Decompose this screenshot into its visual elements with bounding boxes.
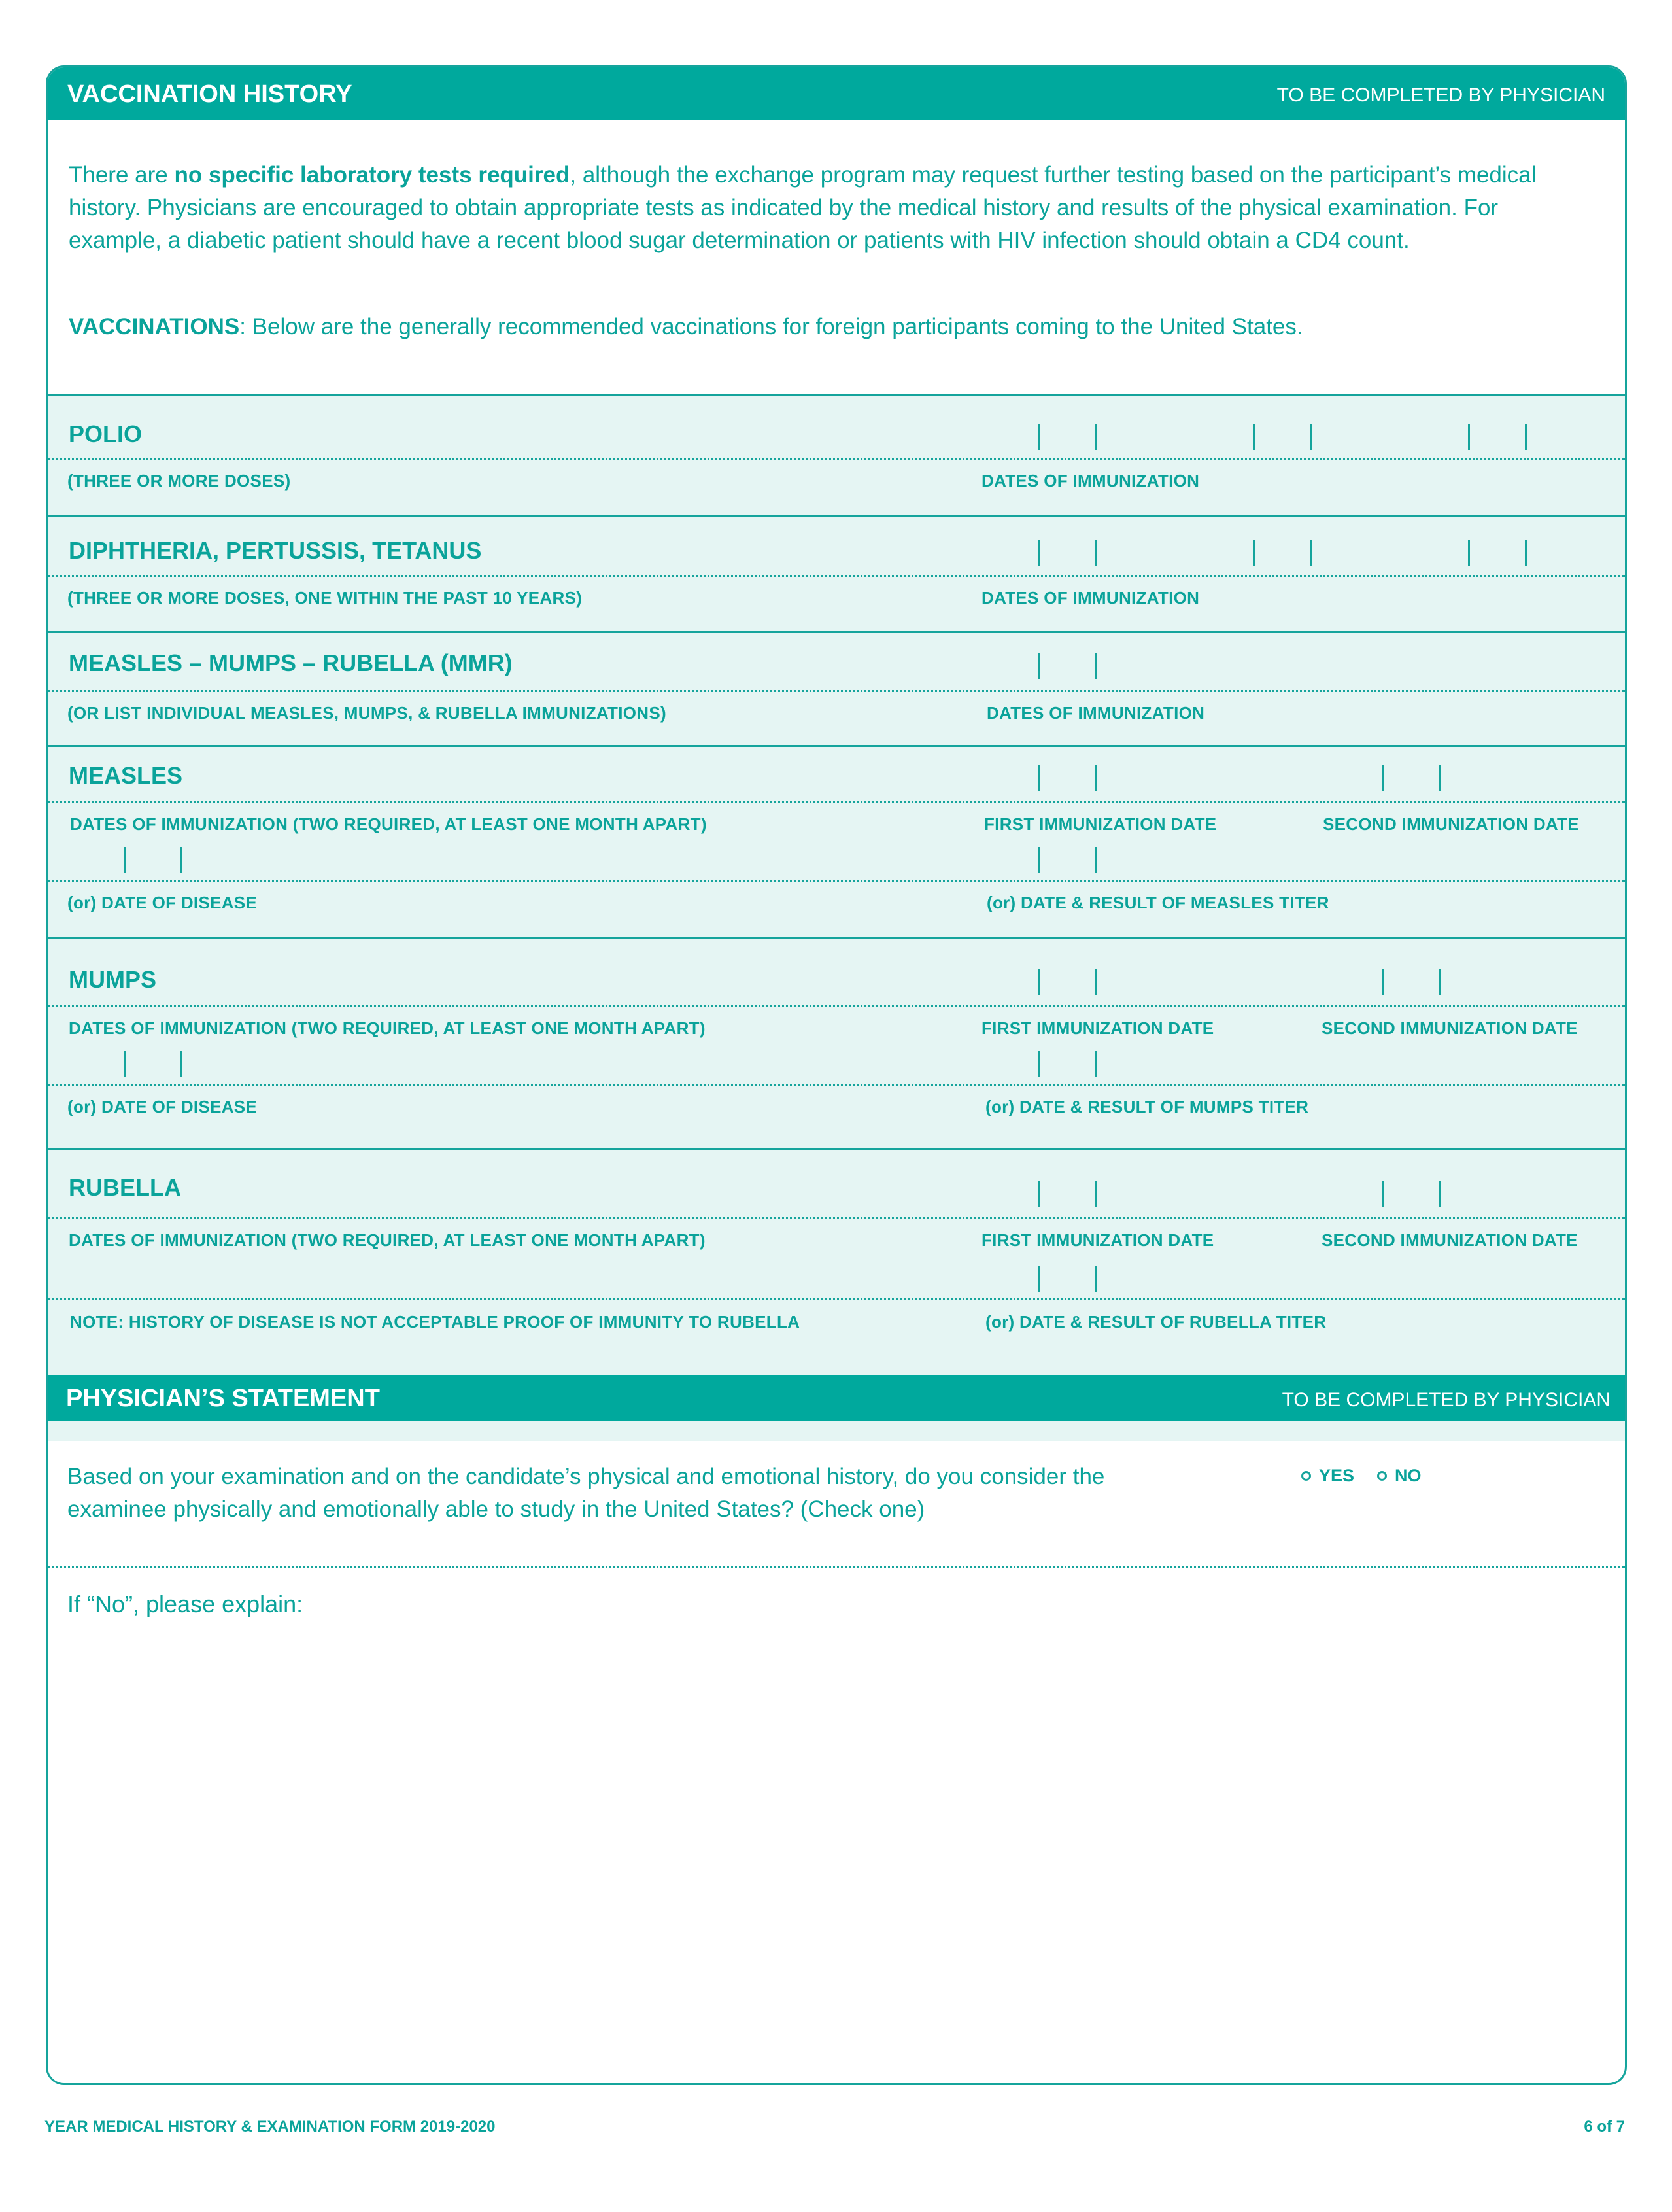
divider xyxy=(48,515,1625,517)
divider xyxy=(48,937,1625,939)
intro-paragraph: There are no specific laboratory tests required, although the exchange program may request further testing based on the participant’s medical history. Physicians are encouraged to obtain appropriate tests as indicated by the medical history and results of the physical examination. For example, a diabetic patient should have a recent blood sugar determination or patients with HIV infection should obtain a CD4 count. xyxy=(69,162,1537,253)
rubella-titer-date[interactable] xyxy=(1038,1266,1097,1292)
yes-radio-icon[interactable] xyxy=(1301,1471,1311,1481)
mmr-note: (OR LIST INDIVIDUAL MEASLES, MUMPS, & RUBELLA IMMUNIZATIONS) xyxy=(67,703,666,723)
divider xyxy=(48,880,1625,882)
mumps-second-label: SECOND IMMUNIZATION DATE xyxy=(1322,1018,1578,1038)
rubella-title: RUBELLA xyxy=(69,1174,181,1201)
divider xyxy=(48,1148,1625,1150)
explain-textarea[interactable] xyxy=(67,1637,1604,2056)
divider xyxy=(48,1298,1625,1300)
polio-date-1[interactable] xyxy=(1038,424,1097,450)
divider xyxy=(48,690,1625,692)
mumps-first-date[interactable] xyxy=(1038,969,1097,995)
mumps-disease-label: (or) DATE OF DISEASE xyxy=(67,1097,258,1116)
polio-note: (THREE OR MORE DOSES) xyxy=(67,471,291,491)
completed-by-label: TO BE COMPLETED BY PHYSICIAN xyxy=(1282,1389,1611,1411)
rubella-second-label: SECOND IMMUNIZATION DATE xyxy=(1322,1230,1578,1250)
measles-first-date[interactable] xyxy=(1038,765,1097,791)
divider xyxy=(48,1566,1625,1568)
measles-titer-date[interactable] xyxy=(1038,847,1097,873)
dpt-note: (THREE OR MORE DOSES, ONE WITHIN THE PAST 10 YEARS) xyxy=(67,588,583,608)
mmr-dates-label: DATES OF IMMUNIZATION xyxy=(987,703,1205,723)
divider xyxy=(48,458,1625,460)
divider xyxy=(48,745,1625,747)
section-title: VACCINATION HISTORY xyxy=(67,80,352,108)
mmr-title: MEASLES – MUMPS – RUBELLA (MMR) xyxy=(69,649,513,676)
rubella-second-date[interactable] xyxy=(1382,1181,1441,1207)
vaccinations-paragraph: VACCINATIONS: Below are the generally recommended vaccinations for foreign participants coming to the United States. xyxy=(69,314,1303,339)
rubella-first-label: FIRST IMMUNIZATION DATE xyxy=(981,1230,1214,1250)
physician-question: Based on your examination and on the candidate’s physical and emotional history, do you consider the examinee physically and emotionally able to study in the United States? (Check one) xyxy=(67,1464,1105,1522)
mumps-second-date[interactable] xyxy=(1382,969,1441,995)
section-title: PHYSICIAN’S STATEMENT xyxy=(66,1385,380,1412)
measles-second-label: SECOND IMMUNIZATION DATE xyxy=(1323,814,1579,834)
explain-label: If “No”, please explain: xyxy=(67,1591,303,1617)
measles-disease-date[interactable] xyxy=(124,847,182,873)
divider xyxy=(48,1217,1625,1219)
mmr-date[interactable] xyxy=(1038,653,1097,679)
mumps-first-label: FIRST IMMUNIZATION DATE xyxy=(981,1018,1214,1038)
mumps-title: MUMPS xyxy=(69,966,156,993)
rubella-first-date[interactable] xyxy=(1038,1181,1097,1207)
divider xyxy=(48,575,1625,577)
measles-disease-label: (or) DATE OF DISEASE xyxy=(67,893,258,912)
no-label: NO xyxy=(1395,1466,1422,1485)
vaccination-history-header xyxy=(48,67,1625,120)
completed-by-label: TO BE COMPLETED BY PHYSICIAN xyxy=(1276,84,1605,106)
rubella-titer-label: (or) DATE & RESULT OF RUBELLA TITER xyxy=(985,1312,1327,1332)
polio-date-3[interactable] xyxy=(1468,424,1527,450)
polio-dates-label: DATES OF IMMUNIZATION xyxy=(981,471,1200,491)
measles-dates-note: DATES OF IMMUNIZATION (TWO REQUIRED, AT LEAST ONE MONTH APART) xyxy=(70,814,707,834)
mumps-disease-date[interactable] xyxy=(124,1051,182,1077)
yes-option[interactable] xyxy=(1301,1466,1354,1486)
dpt-dates-label: DATES OF IMMUNIZATION xyxy=(981,588,1200,608)
form-frame xyxy=(46,65,1627,2085)
no-radio-icon[interactable] xyxy=(1377,1471,1387,1481)
dpt-date-3[interactable] xyxy=(1468,540,1527,566)
no-option[interactable] xyxy=(1377,1466,1422,1486)
dpt-date-1[interactable] xyxy=(1038,540,1097,566)
yes-label: YES xyxy=(1319,1466,1355,1485)
divider xyxy=(48,1005,1625,1007)
divider xyxy=(48,801,1625,803)
measles-title: MEASLES xyxy=(69,762,183,789)
polio-title: POLIO xyxy=(69,421,143,447)
mumps-titer-label: (or) DATE & RESULT OF MUMPS TITER xyxy=(985,1097,1309,1116)
measles-first-label: FIRST IMMUNIZATION DATE xyxy=(984,814,1217,834)
polio-date-2[interactable] xyxy=(1253,424,1312,450)
divider xyxy=(48,631,1625,633)
mumps-dates-note: DATES OF IMMUNIZATION (TWO REQUIRED, AT LEAST ONE MONTH APART) xyxy=(69,1018,706,1038)
physician-statement-header xyxy=(48,1375,1625,1421)
measles-second-date[interactable] xyxy=(1382,765,1441,791)
dpt-title: DIPHTHERIA, PERTUSSIS, TETANUS xyxy=(69,537,482,564)
dpt-date-2[interactable] xyxy=(1253,540,1312,566)
rubella-note: NOTE: HISTORY OF DISEASE IS NOT ACCEPTABLE PROOF OF IMMUNITY TO RUBELLA xyxy=(70,1312,800,1332)
divider xyxy=(48,1084,1625,1086)
measles-titer-label: (or) DATE & RESULT OF MEASLES TITER xyxy=(987,893,1329,912)
footer-page-number: 6 of 7 xyxy=(1584,2118,1625,2135)
rubella-dates-note: DATES OF IMMUNIZATION (TWO REQUIRED, AT LEAST ONE MONTH APART) xyxy=(69,1230,706,1250)
mumps-titer-date[interactable] xyxy=(1038,1051,1097,1077)
footer-form-name: YEAR MEDICAL HISTORY & EXAMINATION FORM 2019-2020 xyxy=(44,2118,496,2135)
